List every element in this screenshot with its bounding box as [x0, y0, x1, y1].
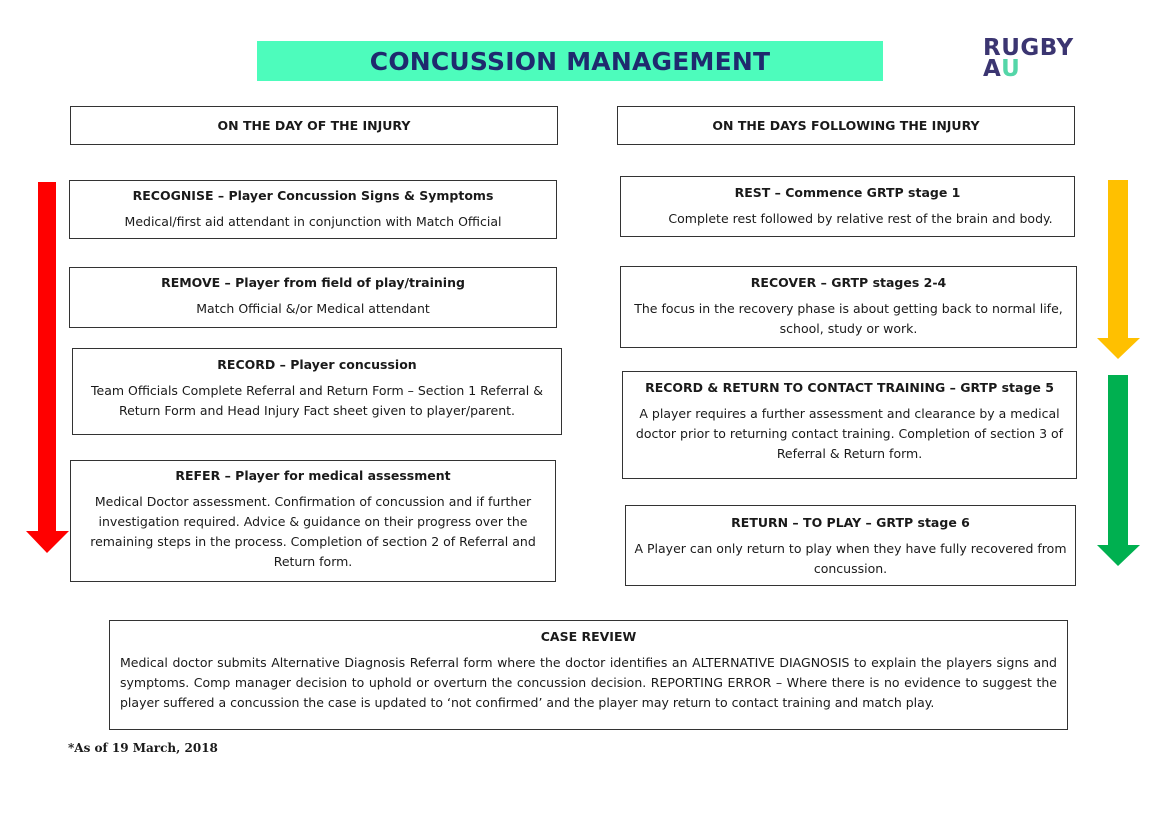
red-down-arrow-icon: [26, 182, 70, 554]
step-recognise: RECOGNISE – Player Concussion Signs & Symptoms Medical/first aid attendant in conjunction with Match Official: [69, 180, 557, 239]
step-remove: REMOVE – Player from field of play/training Match Official &/or Medical attendant: [69, 267, 557, 328]
left-column-heading: ON THE DAY OF THE INJURY: [70, 106, 558, 145]
step-refer: REFER – Player for medical assessment Medical Doctor assessment. Confirmation of concussion and if further investigation required. Advice & guidance on their progress over the remaining steps in the process. Completion of section 2 of Referral and Return form.: [70, 460, 556, 582]
green-down-arrow-icon: [1097, 375, 1141, 567]
step-record: RECORD – Player concussion Team Officials Complete Referral and Return Form – Section 1 Referral & Return Form and Head Injury Fact sheet given to player/parent.: [72, 348, 562, 435]
step-return-to-play: RETURN – TO PLAY – GRTP stage 6 A Player can only return to play when they have fully recovered from concussion.: [625, 505, 1076, 586]
footnote-date: *As of 19 March, 2018: [68, 741, 218, 755]
case-review-box: CASE REVIEW Medical doctor submits Alternative Diagnosis Referral form where the doctor identifies an ALTERNATIVE DIAGNOSIS to explain the players signs and symptoms. Comp manager decision to uphold or overturn the concussion decision. REPORTING ERROR – Where there is no evidence to suggest the player suffered a concussion the case is updated to ‘not confirmed’ and the player may return to contact training and match play.: [109, 620, 1068, 730]
right-column-heading: ON THE DAYS FOLLOWING THE INJURY: [617, 106, 1075, 145]
amber-down-arrow-icon: [1097, 180, 1141, 360]
step-recover: RECOVER – GRTP stages 2-4 The focus in the recovery phase is about getting back to normal life, school, study or work.: [620, 266, 1077, 348]
step-rest: REST – Commence GRTP stage 1 Complete rest followed by relative rest of the brain and body.: [620, 176, 1075, 237]
page-title: CONCUSSION MANAGEMENT: [369, 46, 771, 76]
step-record-return-contact: RECORD & RETURN TO CONTACT TRAINING – GRTP stage 5 A player requires a further assessment and clearance by a medical doctor prior to returning contact training. Completion of section 3 of Referral & Return form.: [622, 371, 1077, 479]
title-banner: [257, 41, 883, 81]
rugby-au-logo: RUGBY AU: [983, 35, 1074, 82]
